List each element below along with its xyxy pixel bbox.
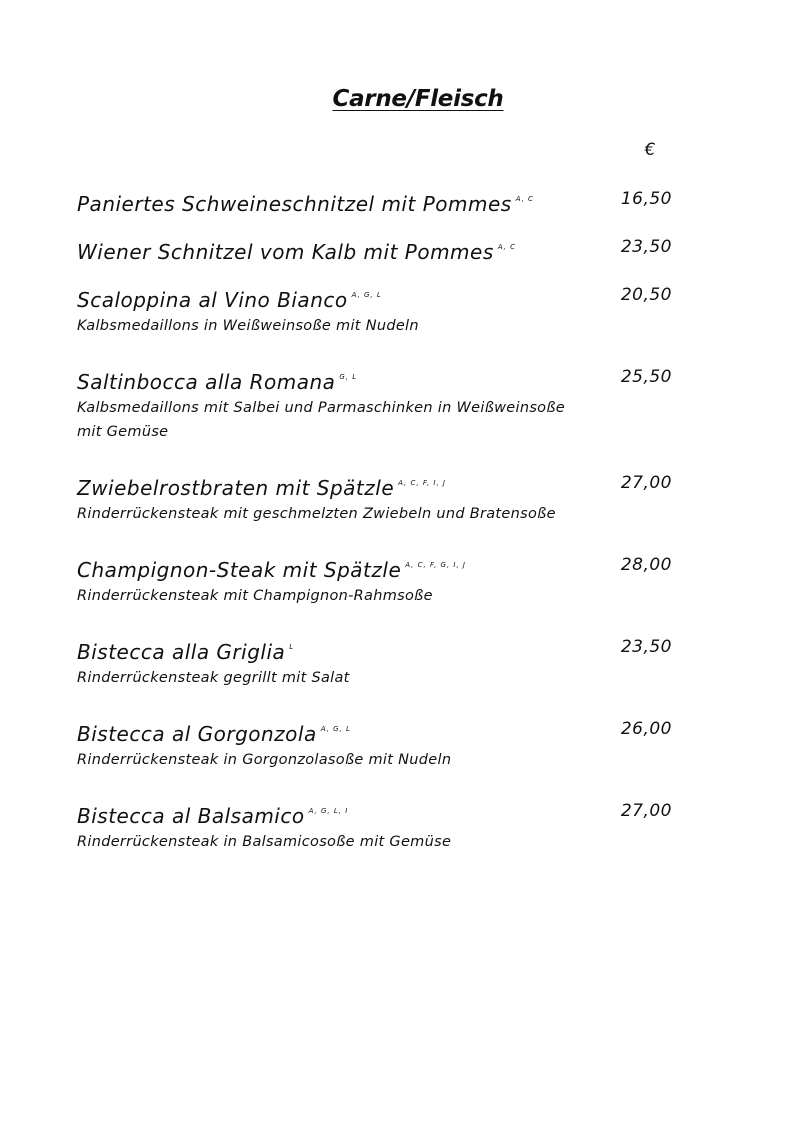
menu-item-name (77, 799, 672, 828)
menu-item-name (77, 187, 672, 216)
menu-item-name-text: Champignon-Steak mit Spätzle (77, 558, 402, 582)
menu-item-price: 28,00 (620, 555, 672, 575)
allergen-codes: A, G, L (351, 291, 382, 299)
menu-item-price: 27,00 (620, 801, 672, 821)
menu-item-name-text: Wiener Schnitzel vom Kalb mit Pommes (77, 240, 494, 264)
menu-item-name-text: Bistecca alla Griglia (77, 640, 286, 664)
menu-item-description: Rinderrückensteak mit geschmelzten Zwiebeln und Bratensoße (77, 506, 556, 522)
menu-item-price: 25,50 (620, 367, 672, 387)
menu-item-name (77, 283, 672, 312)
allergen-codes: A, G, L, I (308, 807, 349, 815)
menu-item-price: 27,00 (620, 473, 672, 493)
menu-item-price: 20,50 (620, 285, 672, 305)
menu-item-price: 23,50 (620, 237, 672, 257)
allergen-codes: A, C, F, G, I, J (405, 561, 466, 569)
menu-item (77, 799, 672, 854)
allergen-codes: A, C (497, 243, 517, 251)
menu-item (77, 365, 672, 444)
menu-item (77, 283, 672, 338)
menu-item (77, 635, 672, 690)
menu-item-price: 23,50 (620, 637, 672, 657)
menu-item-description: Rinderrückensteak in Gorgonzolasoße mit Nudeln (77, 752, 452, 768)
menu-item-name-text: Scaloppina al Vino Bianco (77, 288, 348, 312)
menu-item-name (77, 553, 672, 582)
menu-item (77, 471, 672, 526)
page-title (0, 86, 793, 112)
menu-item (77, 553, 672, 608)
menu-item-description: Rinderrückensteak in Balsamicosoße mit Gemüse (77, 834, 452, 850)
menu-item-name-text: Paniertes Schweineschnitzel mit Pommes (77, 192, 512, 216)
menu-item-description: Kalbsmedaillons mit Salbei und Parmaschinken in Weißweinsoße mit Gemüse (77, 400, 566, 440)
allergen-codes: A, C, F, I, J (398, 479, 447, 487)
menu-item-description: Rinderrückensteak gegrillt mit Salat (77, 670, 350, 686)
menu-item (77, 187, 672, 216)
allergen-codes: L (289, 643, 295, 651)
menu-item (77, 717, 672, 772)
allergen-codes: A, G, L (320, 725, 351, 733)
menu-item-price: 16,50 (620, 189, 672, 209)
menu-item-name-text: Bistecca al Gorgonzola (77, 722, 317, 746)
currency-header: € (644, 140, 656, 160)
menu-item-name-text: Bistecca al Balsamico (77, 804, 305, 828)
menu-item (77, 235, 672, 264)
menu-item-name (77, 635, 672, 664)
menu-item-name-text: Zwiebelrostbraten mit Spätzle (77, 476, 395, 500)
menu-item-name (77, 235, 672, 264)
menu-item-name (77, 365, 672, 394)
menu-item-description: Rinderrückensteak mit Champignon-Rahmsoße (77, 588, 433, 604)
menu-item-description: Kalbsmedaillons in Weißweinsoße mit Nudeln (77, 318, 419, 334)
allergen-codes: A, C (515, 195, 534, 203)
menu-item-price: 26,00 (620, 719, 672, 739)
allergen-codes: G, L (339, 373, 358, 381)
page-title-text: Carne/Fleisch (332, 86, 504, 112)
menu-item-name (77, 717, 672, 746)
menu-item-name-text: Saltinbocca alla Romana (77, 370, 336, 394)
menu-item-name (77, 471, 672, 500)
